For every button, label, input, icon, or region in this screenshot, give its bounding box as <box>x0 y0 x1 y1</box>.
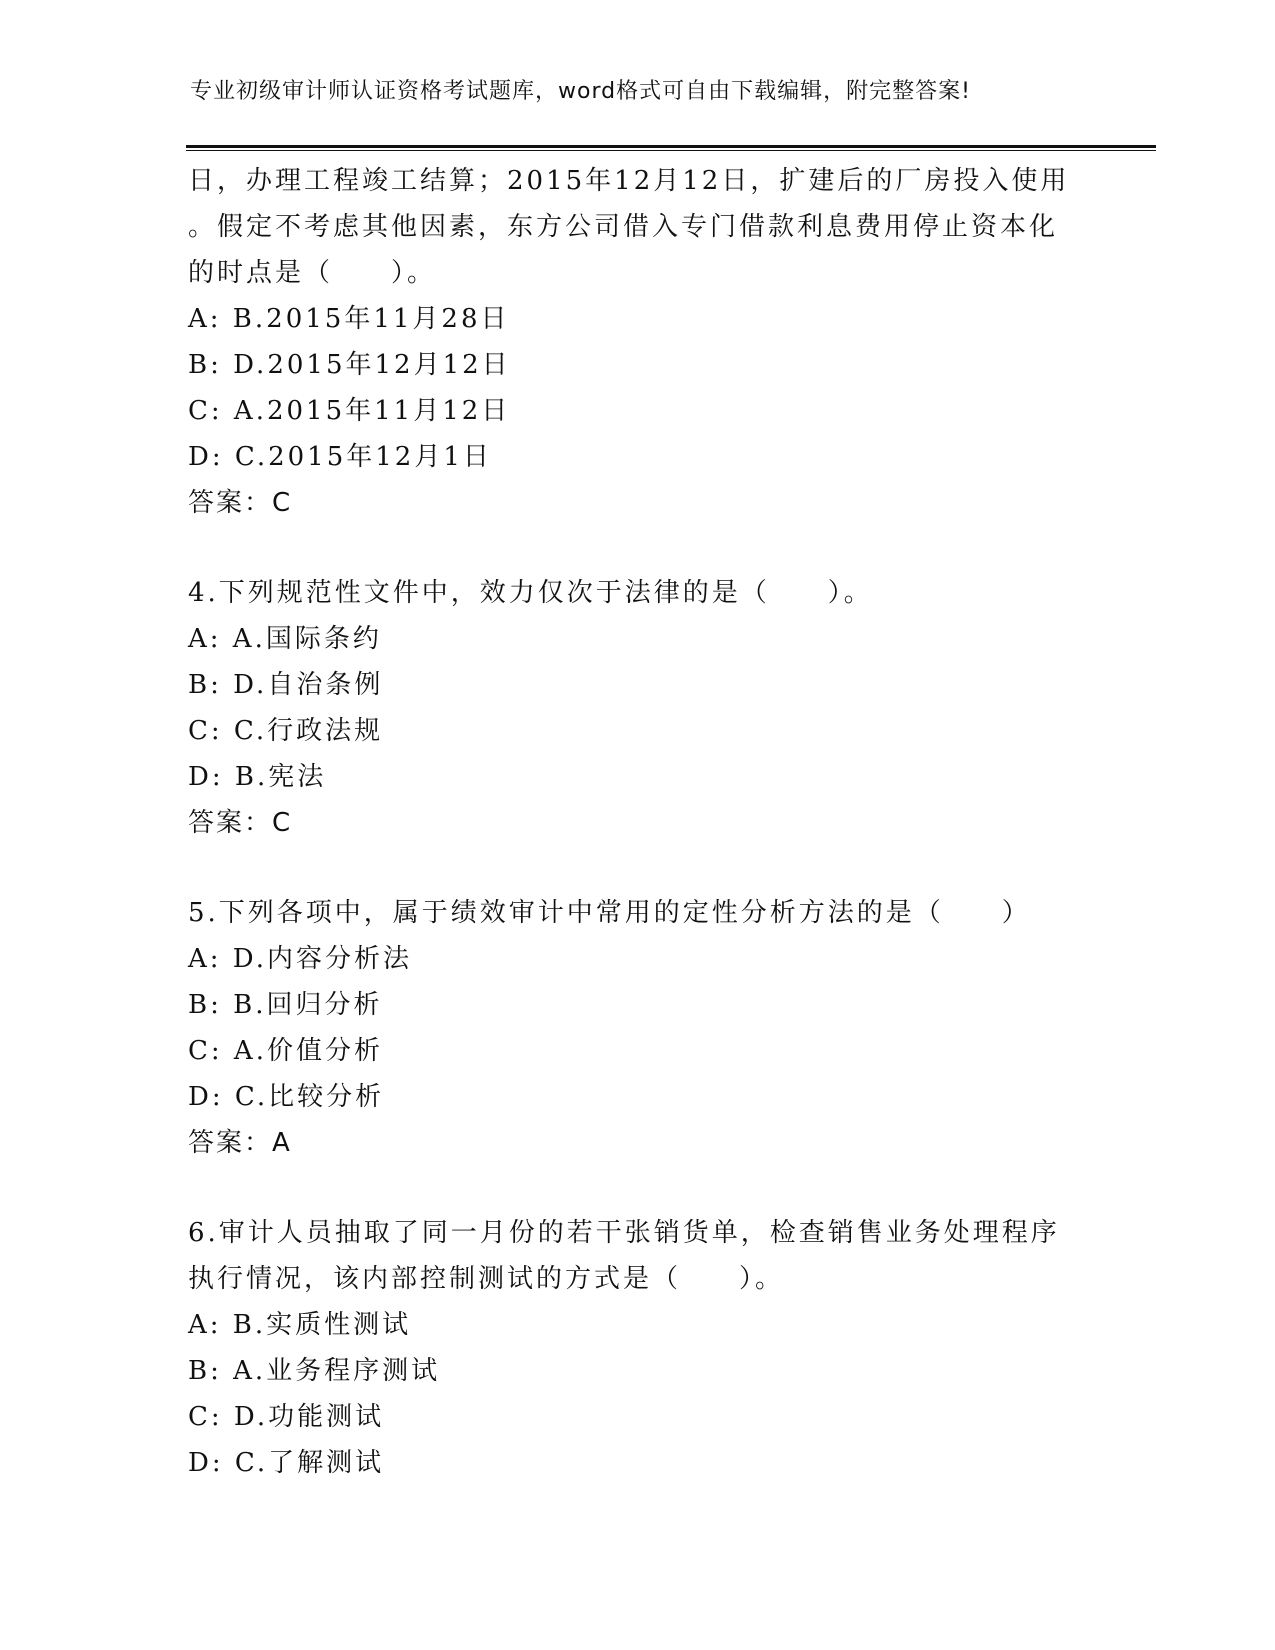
header-rule-thin <box>186 150 1156 151</box>
question-text-line: 执行情况，该内部控制测试的方式是（ ）。 <box>188 1264 785 1294</box>
question-text-line: 日，办理工程竣工结算；2015年12月12日，扩建后的厂房投入使用 <box>188 166 1070 196</box>
question-3 <box>188 158 1088 526</box>
document-body <box>188 158 1088 1486</box>
question-text-line: 5.下列各项中，属于绩效审计中常用的定性分析方法的是（ ） <box>188 898 1031 928</box>
question-5 <box>188 890 1088 1166</box>
option-b: B: D.2015年12月12日 <box>188 350 511 380</box>
option-d: D: B.宪法 <box>188 762 327 792</box>
answer-line: 答案：C <box>188 488 293 518</box>
option-a: A: A.国际条约 <box>188 624 382 654</box>
answer-line: 答案：C <box>188 808 293 838</box>
document-header: 专业初级审计师认证资格考试题库，word格式可自由下载编辑，附完整答案! <box>190 79 971 104</box>
option-c: C: C.行政法规 <box>188 716 384 746</box>
question-text-line: 的时点是（ ）。 <box>188 258 437 288</box>
question-text-line: 6.审计人员抽取了同一月份的若干张销货单，检查销售业务处理程序 <box>188 1218 1060 1248</box>
option-c: C: A.2015年11月12日 <box>188 396 511 426</box>
option-a: A: B.2015年11月28日 <box>188 304 510 334</box>
option-d: D: C.了解测试 <box>188 1448 385 1478</box>
option-b: B: D.自治条例 <box>188 670 384 700</box>
question-text-line: 4.下列规范性文件中，效力仅次于法律的是（ ）。 <box>188 578 873 608</box>
question-text-line: 。假定不考虑其他因素，东方公司借入专门借款利息费用停止资本化 <box>188 212 1059 242</box>
header-rule-thick <box>186 145 1156 148</box>
option-d: D: C.2015年12月1日 <box>188 442 492 472</box>
answer-line: 答案：A <box>188 1128 292 1158</box>
option-c: C: A.价值分析 <box>188 1036 383 1066</box>
question-4 <box>188 570 1088 846</box>
option-a: A: B.实质性测试 <box>188 1310 412 1340</box>
option-a: A: D.内容分析法 <box>188 944 412 974</box>
option-c: C: D.功能测试 <box>188 1402 385 1432</box>
question-6 <box>188 1210 1088 1486</box>
option-b: B: B.回归分析 <box>188 990 383 1020</box>
option-d: D: C.比较分析 <box>188 1082 385 1112</box>
option-b: B: A.业务程序测试 <box>188 1356 441 1386</box>
